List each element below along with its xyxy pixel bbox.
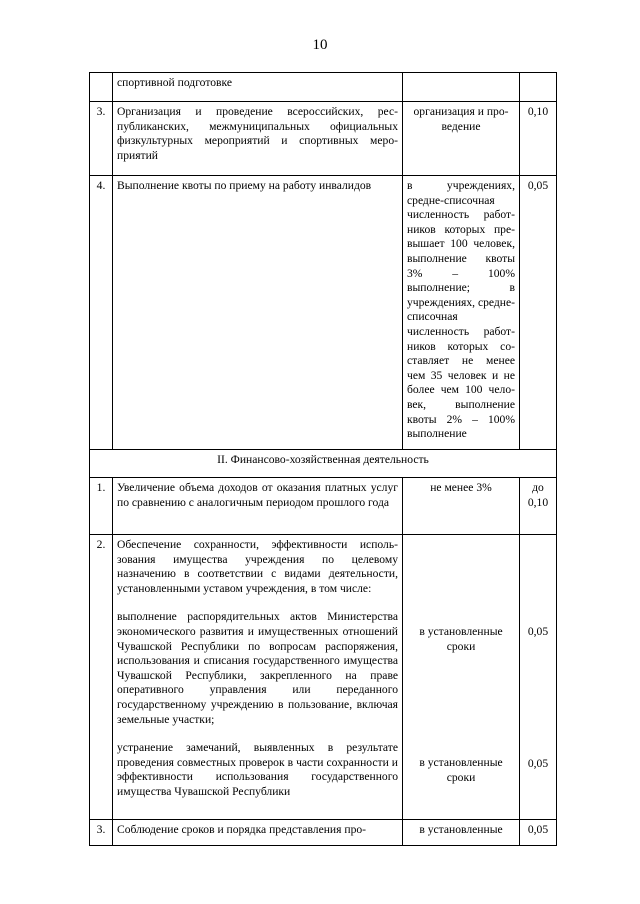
row-number: 2. bbox=[90, 535, 113, 820]
row-value: 0,05 bbox=[520, 820, 557, 846]
section-header-row bbox=[90, 450, 557, 478]
row-number-cell bbox=[90, 73, 113, 102]
row-description-intro: Обеспечение сохранности, эффективности использования имущества учреждения по целевому назначению в соответствии с видами деятельности, установленными уставом учреждения, в том числе: bbox=[117, 538, 398, 595]
row-value: 0,05 bbox=[520, 176, 557, 450]
row-condition: в учреждениях, средне-списочная численность работников которых превышает 100 человек, выполнение квоты 3% – 100% выполнение; в учреждениях, средне-списочная численность работников которых составляет не менее чем 35 человек и не более чем 100 человек, выполнение квоты 2% – 100% выполнение bbox=[403, 176, 520, 450]
section-title: II. Финансово-хозяйственная деятельность bbox=[90, 450, 557, 478]
row-number: 4. bbox=[90, 176, 113, 450]
subitem-condition: в установленные сроки bbox=[419, 625, 503, 653]
row-condition bbox=[403, 73, 520, 102]
row-description: Соблюдение сроков и порядка представления про- bbox=[113, 820, 403, 846]
table-row bbox=[90, 73, 557, 102]
subitem-condition: в установленные сроки bbox=[419, 756, 503, 784]
row-value: до 0,10 bbox=[520, 478, 557, 535]
row-description: Увеличение объема доходов от оказания платных услуг по сравнению с аналогичным периодом прошлого года bbox=[113, 478, 403, 535]
row-condition: организация и проведение bbox=[403, 102, 520, 176]
indicators-table bbox=[89, 72, 557, 846]
row-number: 3. bbox=[90, 102, 113, 176]
row-value bbox=[520, 535, 557, 820]
row-condition: в установленные bbox=[403, 820, 520, 846]
subitem-description: устранение замечаний, выявленных в результате проведения совместных проверок в части сохранности и эффективности использования государственного имущества Чувашской Республики bbox=[117, 741, 398, 798]
row-description bbox=[113, 535, 403, 820]
table-row bbox=[90, 820, 557, 846]
row-value bbox=[520, 73, 557, 102]
subitem-value: 0,05 bbox=[527, 625, 549, 638]
row-description: Выполнение квоты по приему на работу инвалидов bbox=[113, 176, 403, 450]
row-number: 3. bbox=[90, 820, 113, 846]
subitem-description: выполнение распорядительных актов Министерства экономического развития и имущественных отношений Чувашской Республики по вопросам распоряжения, использования и списания государственного имущества Чувашской Республики, закрепленного на праве оперативного управления или переданного государственному учреждению в пользование, включая земельные участки; bbox=[117, 610, 398, 726]
row-value: 0,10 bbox=[520, 102, 557, 176]
row-condition: не менее 3% bbox=[403, 478, 520, 535]
row-condition bbox=[403, 535, 520, 820]
page-number: 10 bbox=[312, 37, 328, 53]
row-description: Организация и проведение всероссийских, республиканских, межмуниципальных официальных физкультурных мероприятий и спортивных мероприятий bbox=[113, 102, 403, 176]
table-row bbox=[90, 535, 557, 820]
table-row bbox=[90, 478, 557, 535]
subitem-value: 0,05 bbox=[527, 756, 549, 770]
table-row bbox=[90, 102, 557, 176]
table-row bbox=[90, 176, 557, 450]
row-number: 1. bbox=[90, 478, 113, 535]
row-description: спортивной подготовке bbox=[113, 73, 403, 102]
